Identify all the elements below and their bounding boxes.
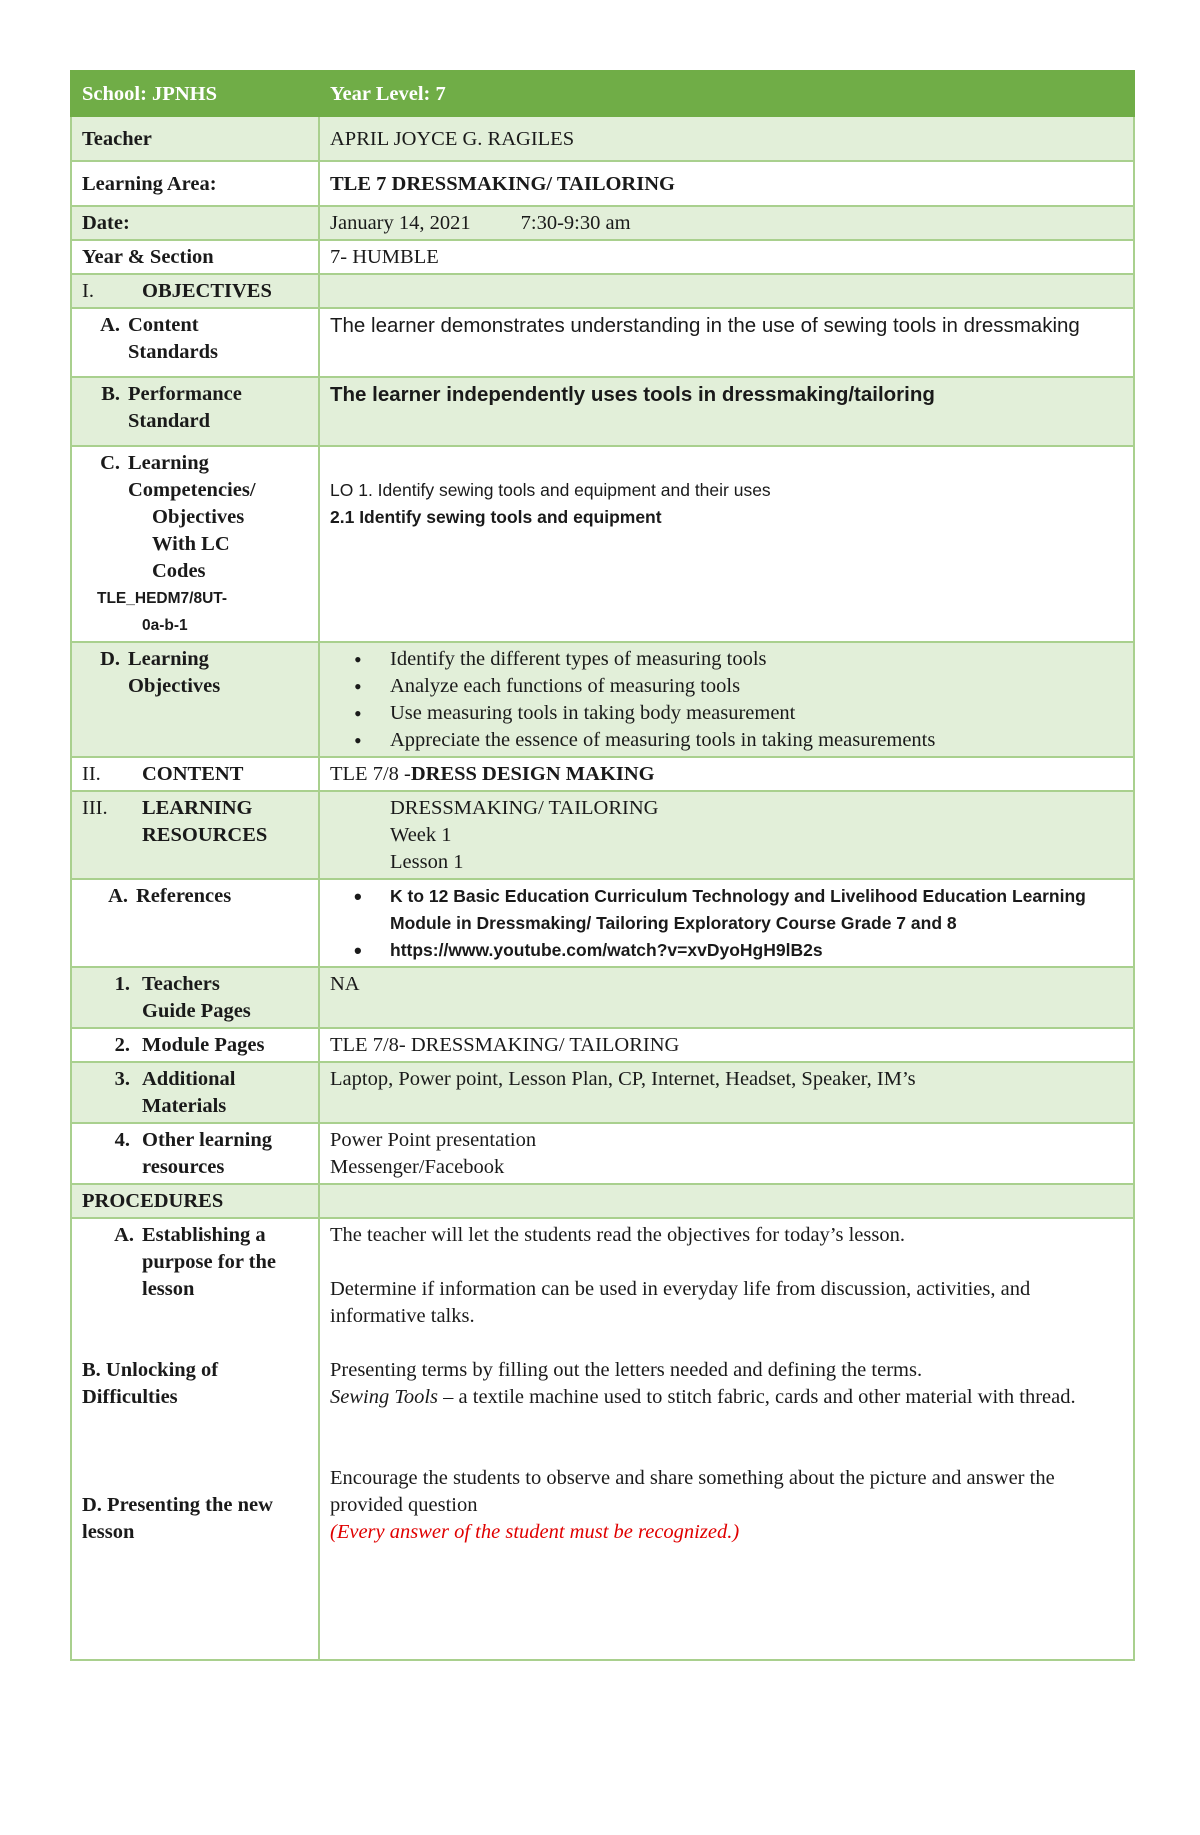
time-value: 7:30-9:30 am xyxy=(520,212,631,234)
unlocking-label: B. Unlocking of xyxy=(82,1359,219,1381)
objectives-heading xyxy=(71,274,319,308)
header-row xyxy=(71,71,1134,116)
resources-heading: III. LEARNING RESOURCES xyxy=(71,791,319,879)
objectives-num: I. xyxy=(82,280,94,302)
objectives-row xyxy=(71,274,1134,308)
lc-code-2: 0a-b-1 xyxy=(142,617,188,634)
performance-standard-row xyxy=(71,377,1134,446)
school-cell: School: JPNHS xyxy=(71,71,319,116)
lesson-plan-table xyxy=(70,70,1135,1661)
teacher-value: APRIL JOYCE G. RAGILES xyxy=(319,116,1134,161)
list-item: • Analyze each functions of measuring tools xyxy=(390,673,1125,700)
module-pages-label: 2. Module Pages xyxy=(71,1028,319,1062)
content-value: TLE 7/8 -DRESS DESIGN MAKING xyxy=(319,757,1134,791)
learning-objectives-list-cell xyxy=(319,642,1134,757)
performance-standard-value: The learner independently uses tools in dressmaking/tailoring xyxy=(319,377,1134,446)
additional-materials-row xyxy=(71,1062,1134,1123)
teachers-guide-value: NA xyxy=(319,967,1134,1028)
objectives-label: OBJECTIVES xyxy=(142,280,272,302)
date-value-cell xyxy=(319,206,1134,240)
module-pages-value: TLE 7/8- DRESSMAKING/ TAILORING xyxy=(319,1028,1134,1062)
learning-objectives-row xyxy=(71,642,1134,757)
content-standards-row xyxy=(71,308,1134,377)
resources-value: DRESSMAKING/ TAILORING Week 1 Lesson 1 xyxy=(319,791,1134,879)
year-section-row xyxy=(71,240,1134,274)
teacher-row xyxy=(71,116,1134,161)
content-standards-value: The learner demonstrates understanding in the use of sewing tools in dressmaking xyxy=(319,308,1134,377)
competencies-label: C. Learning Competencies/ Objectives With LC Codes TLE_HEDM7/8UT- 0a-b-1 xyxy=(71,446,319,642)
learning-objectives-list xyxy=(330,646,1125,754)
list-item: • Identify the different types of measuring tools xyxy=(390,646,1125,673)
additional-materials-value: Laptop, Power point, Lesson Plan, CP, Internet, Headset, Speaker, IM’s xyxy=(319,1062,1134,1123)
date-value: January 14, 2021 xyxy=(330,212,471,234)
teacher-label: Teacher xyxy=(71,116,319,161)
procedures-empty xyxy=(319,1184,1134,1218)
year-section-label: Year & Section xyxy=(71,240,319,274)
date-row xyxy=(71,206,1134,240)
competencies-row xyxy=(71,446,1134,642)
presenting-label: D. Presenting the new xyxy=(82,1494,273,1516)
lo-text: LO 1. Identify sewing tools and equipment and their uses xyxy=(330,480,771,500)
year-section-value: 7- HUMBLE xyxy=(319,240,1134,274)
note-text: (Every answer of the student must be recognized.) xyxy=(330,1521,740,1543)
other-resources-label: 4. Other learning resources xyxy=(71,1123,319,1184)
reference-link[interactable]: • https://www.youtube.com/watch?v=xvDyoHgH9lB2s xyxy=(390,937,1125,964)
list-item: • K to 12 Basic Education Curriculum Technology and Livelihood Education Learning Module in Dressmaking/ Tailoring Exploratory Course Grade 7 and 8 xyxy=(390,883,1125,937)
procedures-row xyxy=(71,1218,1134,1660)
procedures-label: PROCEDURES xyxy=(71,1184,319,1218)
list-item: • Use measuring tools in taking body measurement xyxy=(390,700,1125,727)
learning-area-value: TLE 7 DRESSMAKING/ TAILORING xyxy=(319,161,1134,206)
references-list-cell xyxy=(319,879,1134,967)
learning-area-label: Learning Area: xyxy=(71,161,319,206)
content-heading: II. CONTENT xyxy=(71,757,319,791)
references-list xyxy=(330,883,1125,964)
procedures-labels: A. Establishing a purpose for the lesson B. Unlocking of Difficulties D. Presenting the new lesson xyxy=(71,1218,319,1660)
resources-row xyxy=(71,791,1134,879)
year-level-cell: Year Level: 7 xyxy=(319,71,1134,116)
content-row xyxy=(71,757,1134,791)
lo-sub-text: 2.1 Identify sewing tools and equipment xyxy=(330,507,662,527)
competencies-value xyxy=(319,446,1134,642)
learning-objectives-label: D. Learning Objectives xyxy=(71,642,319,757)
content-standards-label: A. Content Standards xyxy=(71,308,319,377)
procedures-text: The teacher will let the students read the objectives for today’s lesson. Determine if information can be used in everyday life from discussion, activities, and informative talks. Presenting terms by filling out the letters needed and defining the terms. Sewing Tools – a textile machine used to stitch fabric, cards and other material with thread. Encourage the students to observe and share something about the picture and answer the provided question (Every answer of the student must be recognized.) xyxy=(319,1218,1134,1660)
other-resources-value: Power Point presentation Messenger/Facebook xyxy=(319,1123,1134,1184)
sewing-tools-definition: Sewing Tools – a textile machine used to stitch fabric, cards and other material with thread. xyxy=(330,1386,1076,1408)
date-label: Date: xyxy=(71,206,319,240)
procedures-heading-row xyxy=(71,1184,1134,1218)
module-pages-row xyxy=(71,1028,1134,1062)
performance-standard-label: B. Performance Standard xyxy=(71,377,319,446)
lc-code-1: TLE_HEDM7/8UT- xyxy=(97,590,228,607)
additional-materials-label: 3. Additional Materials xyxy=(71,1062,319,1123)
learning-area-row xyxy=(71,161,1134,206)
references-label: A. References xyxy=(71,879,319,967)
objectives-empty xyxy=(319,274,1134,308)
teachers-guide-row xyxy=(71,967,1134,1028)
list-item: • Appreciate the essence of measuring tools in taking measurements xyxy=(390,727,1125,754)
teachers-guide-label: 1. Teachers Guide Pages xyxy=(71,967,319,1028)
other-resources-row xyxy=(71,1123,1134,1184)
references-row xyxy=(71,879,1134,967)
